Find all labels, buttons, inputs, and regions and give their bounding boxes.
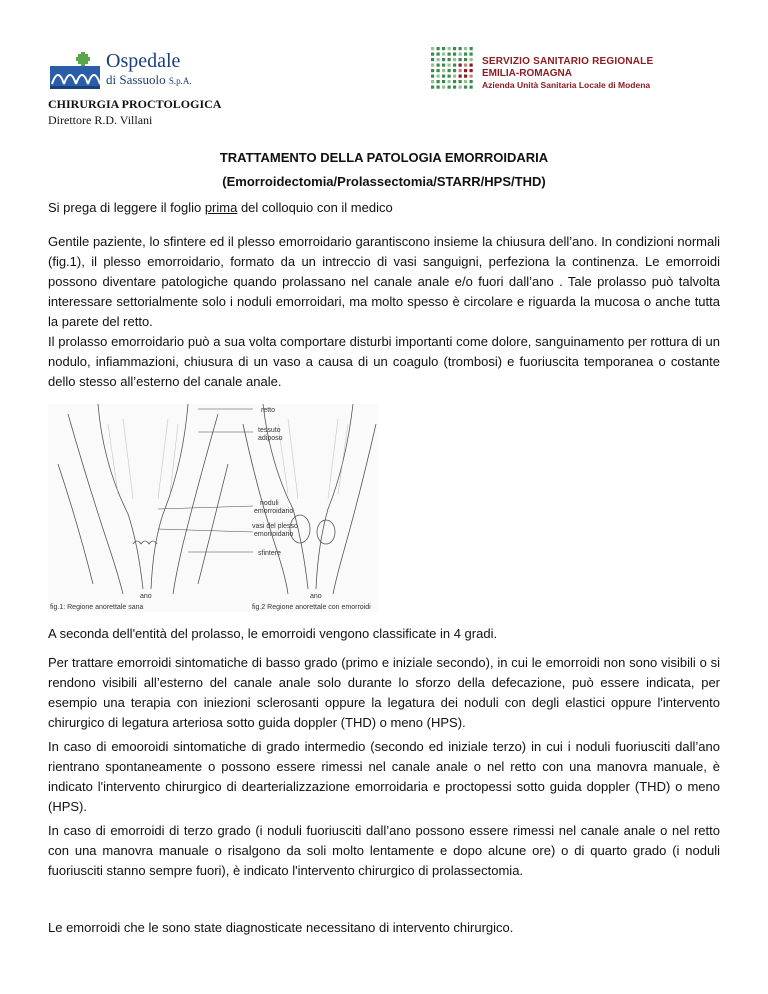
hospital-emblem-icon <box>48 52 102 90</box>
logo-dot <box>459 47 462 50</box>
logo-dot <box>470 64 473 67</box>
logo-dot <box>448 75 451 78</box>
anatomy-figure <box>48 404 378 612</box>
region-dot-grid-icon <box>428 44 478 92</box>
logo-dot <box>459 64 462 67</box>
hospital-name-place: di Sassuolo <box>106 72 166 87</box>
logo-dot <box>453 47 456 50</box>
paragraph-6: In caso di emorroidi di terzo grado (i noduli fuoriusciti dall’ano possono essere rimessi nel canale anale o nel retto con una manovra manuale o risalgono da soli molto lentamente e dopo alcune ore) o di quarto grado (i noduli fuoriusciti stanno sempre fuori), è indicato l'intervento chirurgico di prolassectomia. <box>48 823 720 878</box>
logo-dot <box>431 58 434 61</box>
logo-dot <box>437 64 440 67</box>
document-subtitle: (Emorroidectomia/Prolassectomia/STARR/HPS/THD) <box>222 174 546 189</box>
regional-health-logo <box>428 44 728 94</box>
hospital-name-line2 <box>106 72 192 88</box>
department-name: CHIRURGIA PROCTOLOGICA <box>48 97 222 111</box>
logo-dot <box>470 69 473 72</box>
logo-dot <box>453 53 456 56</box>
logo-dot <box>470 80 473 83</box>
label-vasi-1: vasi del plesso <box>252 523 298 530</box>
region-line1: SERVIZIO SANITARIO REGIONALE <box>482 56 654 67</box>
label-ano-right: ano <box>310 593 322 600</box>
logo-dot <box>431 64 434 67</box>
logo-dot <box>448 47 451 50</box>
logo-dot <box>442 53 445 56</box>
logo-dot <box>431 75 434 78</box>
logo-dot <box>437 58 440 61</box>
logo-dot <box>448 69 451 72</box>
logo-dot <box>470 86 473 89</box>
logo-dot <box>464 86 467 89</box>
reading-notice <box>48 198 720 218</box>
label-noduli-1: noduli <box>260 500 279 507</box>
paragraph-7: Le emorroidi che le sono state diagnosticate necessitano di intervento chirurgico. <box>48 920 514 935</box>
logo-dot <box>470 58 473 61</box>
logo-dot <box>470 47 473 50</box>
logo-dot <box>464 64 467 67</box>
caption-fig2: fig.2 Regione anorettale con emorroidi <box>252 604 371 611</box>
logo-dot <box>442 86 445 89</box>
notice-emphasis: prima <box>204 200 238 215</box>
hospital-logo <box>48 50 228 90</box>
label-sfintere: sfintere <box>258 550 281 557</box>
logo-dot <box>464 58 467 61</box>
logo-dot <box>464 47 467 50</box>
logo-dot <box>459 69 462 72</box>
logo-dot <box>448 80 451 83</box>
logo-dot <box>448 86 451 89</box>
logo-dot <box>431 69 434 72</box>
notice-before: Si prega di leggere il foglio <box>48 200 205 215</box>
notice-after: del colloquio con il medico <box>237 200 393 215</box>
logo-dot <box>459 80 462 83</box>
logo-dot <box>437 75 440 78</box>
logo-dot <box>459 58 462 61</box>
logo-dot <box>437 53 440 56</box>
caption-fig1: fig.1: Regione anorettale sana <box>50 604 144 611</box>
logo-dot <box>459 75 462 78</box>
logo-dot <box>437 69 440 72</box>
label-ano-left: ano <box>140 593 152 600</box>
logo-dot <box>442 64 445 67</box>
logo-dot <box>442 47 445 50</box>
logo-dot <box>431 53 434 56</box>
paragraph-1: Gentile paziente, lo sfintere ed il plesso emorroidario garantiscono insieme la chiusura dell’ano. In condizioni normali (fig.1), il plesso emorroidario, formato da un intreccio di vasi sanguigni, perfeziona la continenza. Le emorroidi possono diventare patologiche quando prolassano nel canale anale e/o fuori dall’ano . Tale prolasso può talvolta interessare settorialmente solo i noduli emorroidari, ma molto spesso è circolare e riguarda la mucosa o anche tutta la parete del retto. <box>48 234 720 329</box>
document-title: TRATTAMENTO DELLA PATOLOGIA EMORROIDARIA <box>219 150 549 165</box>
logo-dot <box>431 80 434 83</box>
paragraph-2: Il prolasso emorroidario può a sua volta comportare disturbi importanti come dolore, sanguinamento per rottura di un nodulo, infiammazioni, chiusura di un vaso a causa di un coagulo (trombosi) e fuoriuscita temporanea o costante dello stesso all’esterno del canale anale. <box>48 334 720 389</box>
logo-dot <box>431 47 434 50</box>
logo-dot <box>437 80 440 83</box>
logo-dot <box>431 86 434 89</box>
logo-dot <box>442 80 445 83</box>
logo-dot <box>448 53 451 56</box>
label-vasi-2: emorroidario <box>254 531 294 538</box>
logo-dot <box>453 69 456 72</box>
region-line2: EMILIA-ROMAGNA <box>482 68 572 79</box>
director-name: Direttore R.D. Villani <box>48 113 153 127</box>
hospital-name-line1: Ospedale <box>106 50 181 72</box>
logo-dot <box>442 75 445 78</box>
logo-dot <box>448 64 451 67</box>
label-noduli-2: emorroidario <box>254 508 294 515</box>
paragraph-5: In caso di emooroidi sintomatiche di grado intermedio (secondo ed iniziale terzo) in cui i noduli fuoriusciti dall’ano rientrano spontaneamente o possono essere rimessi nel canale anale o nel retto con una manovra manuale, è indicato l'intervento chirurgico di dearterializzazione emorroidaria e proctopessi sotto guida doppler (THD) o meno (HPS). <box>48 739 720 814</box>
logo-dot <box>448 58 451 61</box>
paragraph-3: A seconda dell'entità del prolasso, le emorroidi vengono classificate in 4 gradi. <box>48 626 498 641</box>
logo-dot <box>470 75 473 78</box>
logo-dot <box>464 80 467 83</box>
logo-dot <box>470 53 473 56</box>
logo-dot <box>442 58 445 61</box>
label-tessuto-2: adiposo <box>258 435 283 442</box>
logo-dot <box>464 53 467 56</box>
logo-dot <box>464 75 467 78</box>
logo-dot <box>459 86 462 89</box>
region-line3: Azienda Unità Sanitaria Locale di Modena <box>482 80 651 90</box>
logo-dot <box>453 75 456 78</box>
hospital-name-suffix: S.p.A. <box>168 76 192 86</box>
logo-dot <box>437 47 440 50</box>
logo-dot <box>453 86 456 89</box>
logo-dot <box>442 69 445 72</box>
logo-dot <box>459 53 462 56</box>
paragraph-4: Per trattare emorroidi sintomatiche di basso grado (primo e iniziale secondo), in cui le emorroidi non sono visibili o si rendono visibili all’esterno del canale anale solo durante lo sforzo della defecazione, può essere indicata, per esempio una terapia con iniezioni sclerosanti oppure la legatura dei noduli con degli elastici oppure l'intervento chirurgico di legatura arteriosa sotto guida doppler (THD) o meno (HPS). <box>48 655 720 730</box>
label-retto: retto <box>261 407 276 414</box>
logo-dot <box>464 69 467 72</box>
logo-dot <box>453 64 456 67</box>
anorectal-illustration <box>48 404 378 612</box>
logo-dot <box>437 86 440 89</box>
logo-dot <box>453 58 456 61</box>
logo-dot <box>453 80 456 83</box>
label-tessuto-1: tessuto <box>258 427 281 434</box>
